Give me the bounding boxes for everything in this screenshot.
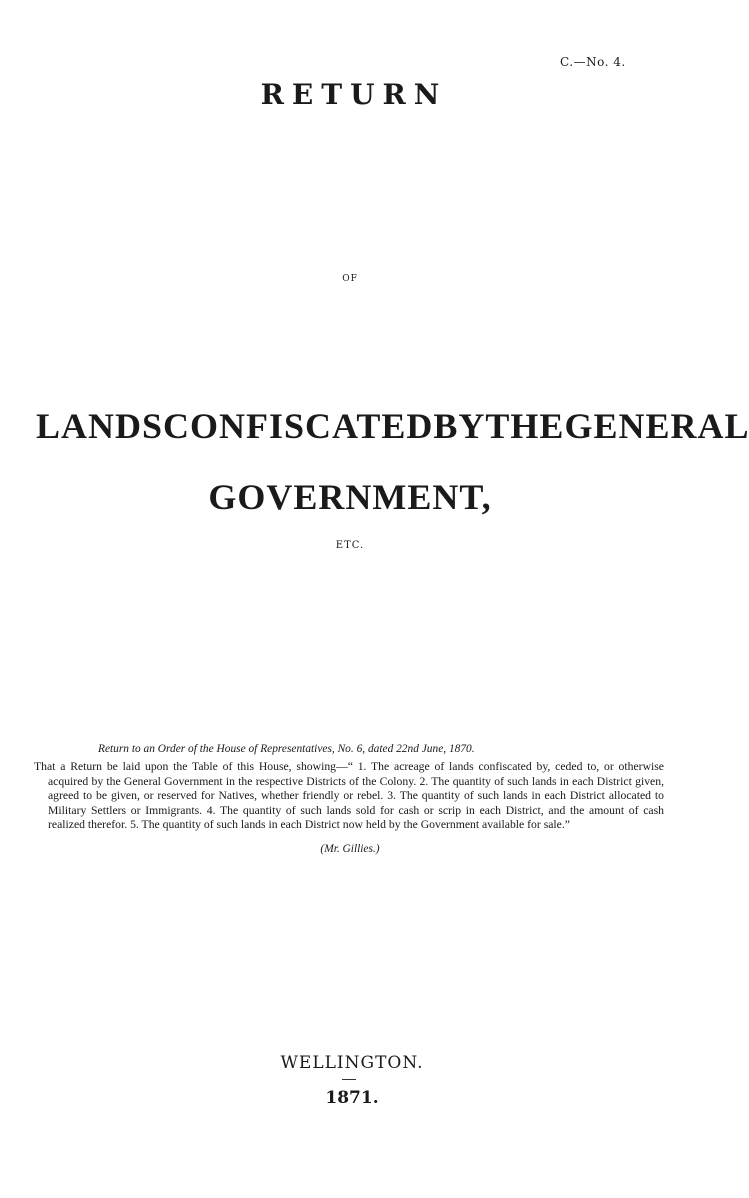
subject-word-the: THE	[485, 406, 565, 446]
publication-year: 1871.	[325, 1088, 379, 1108]
document-title: RETURN	[260, 78, 448, 111]
subject-word-by: BY	[433, 406, 486, 446]
etc-label: ETC.	[335, 540, 365, 551]
order-body	[34, 760, 664, 833]
subject-word-lands: LANDS	[36, 406, 164, 446]
order-text: That a Return be laid upon the Table of this House, showing—“ 1. The acreage of lands confiscated by, ceded to, or otherwise acquired by the General Government in the respective Districts of the Colony. 2. The quantity of such lands in each District given, agreed to be given, or reserved for Natives, whether friendly or rebel. 3. The quantity of such lands in each District allocated to Military Settlers or Immigrants. 4. The quantity of such lands sold for cash or scrip in each District, and the amount of cash realized therefor. 5. The quantity of such lands in each District now held by the Government available for sale.”	[34, 760, 664, 832]
mover-name: (Mr. Gillies.)	[320, 843, 380, 855]
subject-word-confiscated: CONFISCATED	[163, 406, 434, 446]
publication-place: WELLINGTON.	[280, 1053, 424, 1073]
subject-word-general: GENERAL	[564, 406, 749, 446]
subject-line-1	[36, 405, 749, 447]
divider-rule	[342, 1079, 356, 1080]
title-connector: OF	[342, 274, 358, 284]
document-reference: C.—No. 4.	[560, 55, 626, 69]
order-heading: Return to an Order of the House of Representatives, No. 6, dated 22nd June, 1870.	[98, 743, 475, 755]
subject-line-2: GOVERNMENT,	[208, 477, 492, 517]
